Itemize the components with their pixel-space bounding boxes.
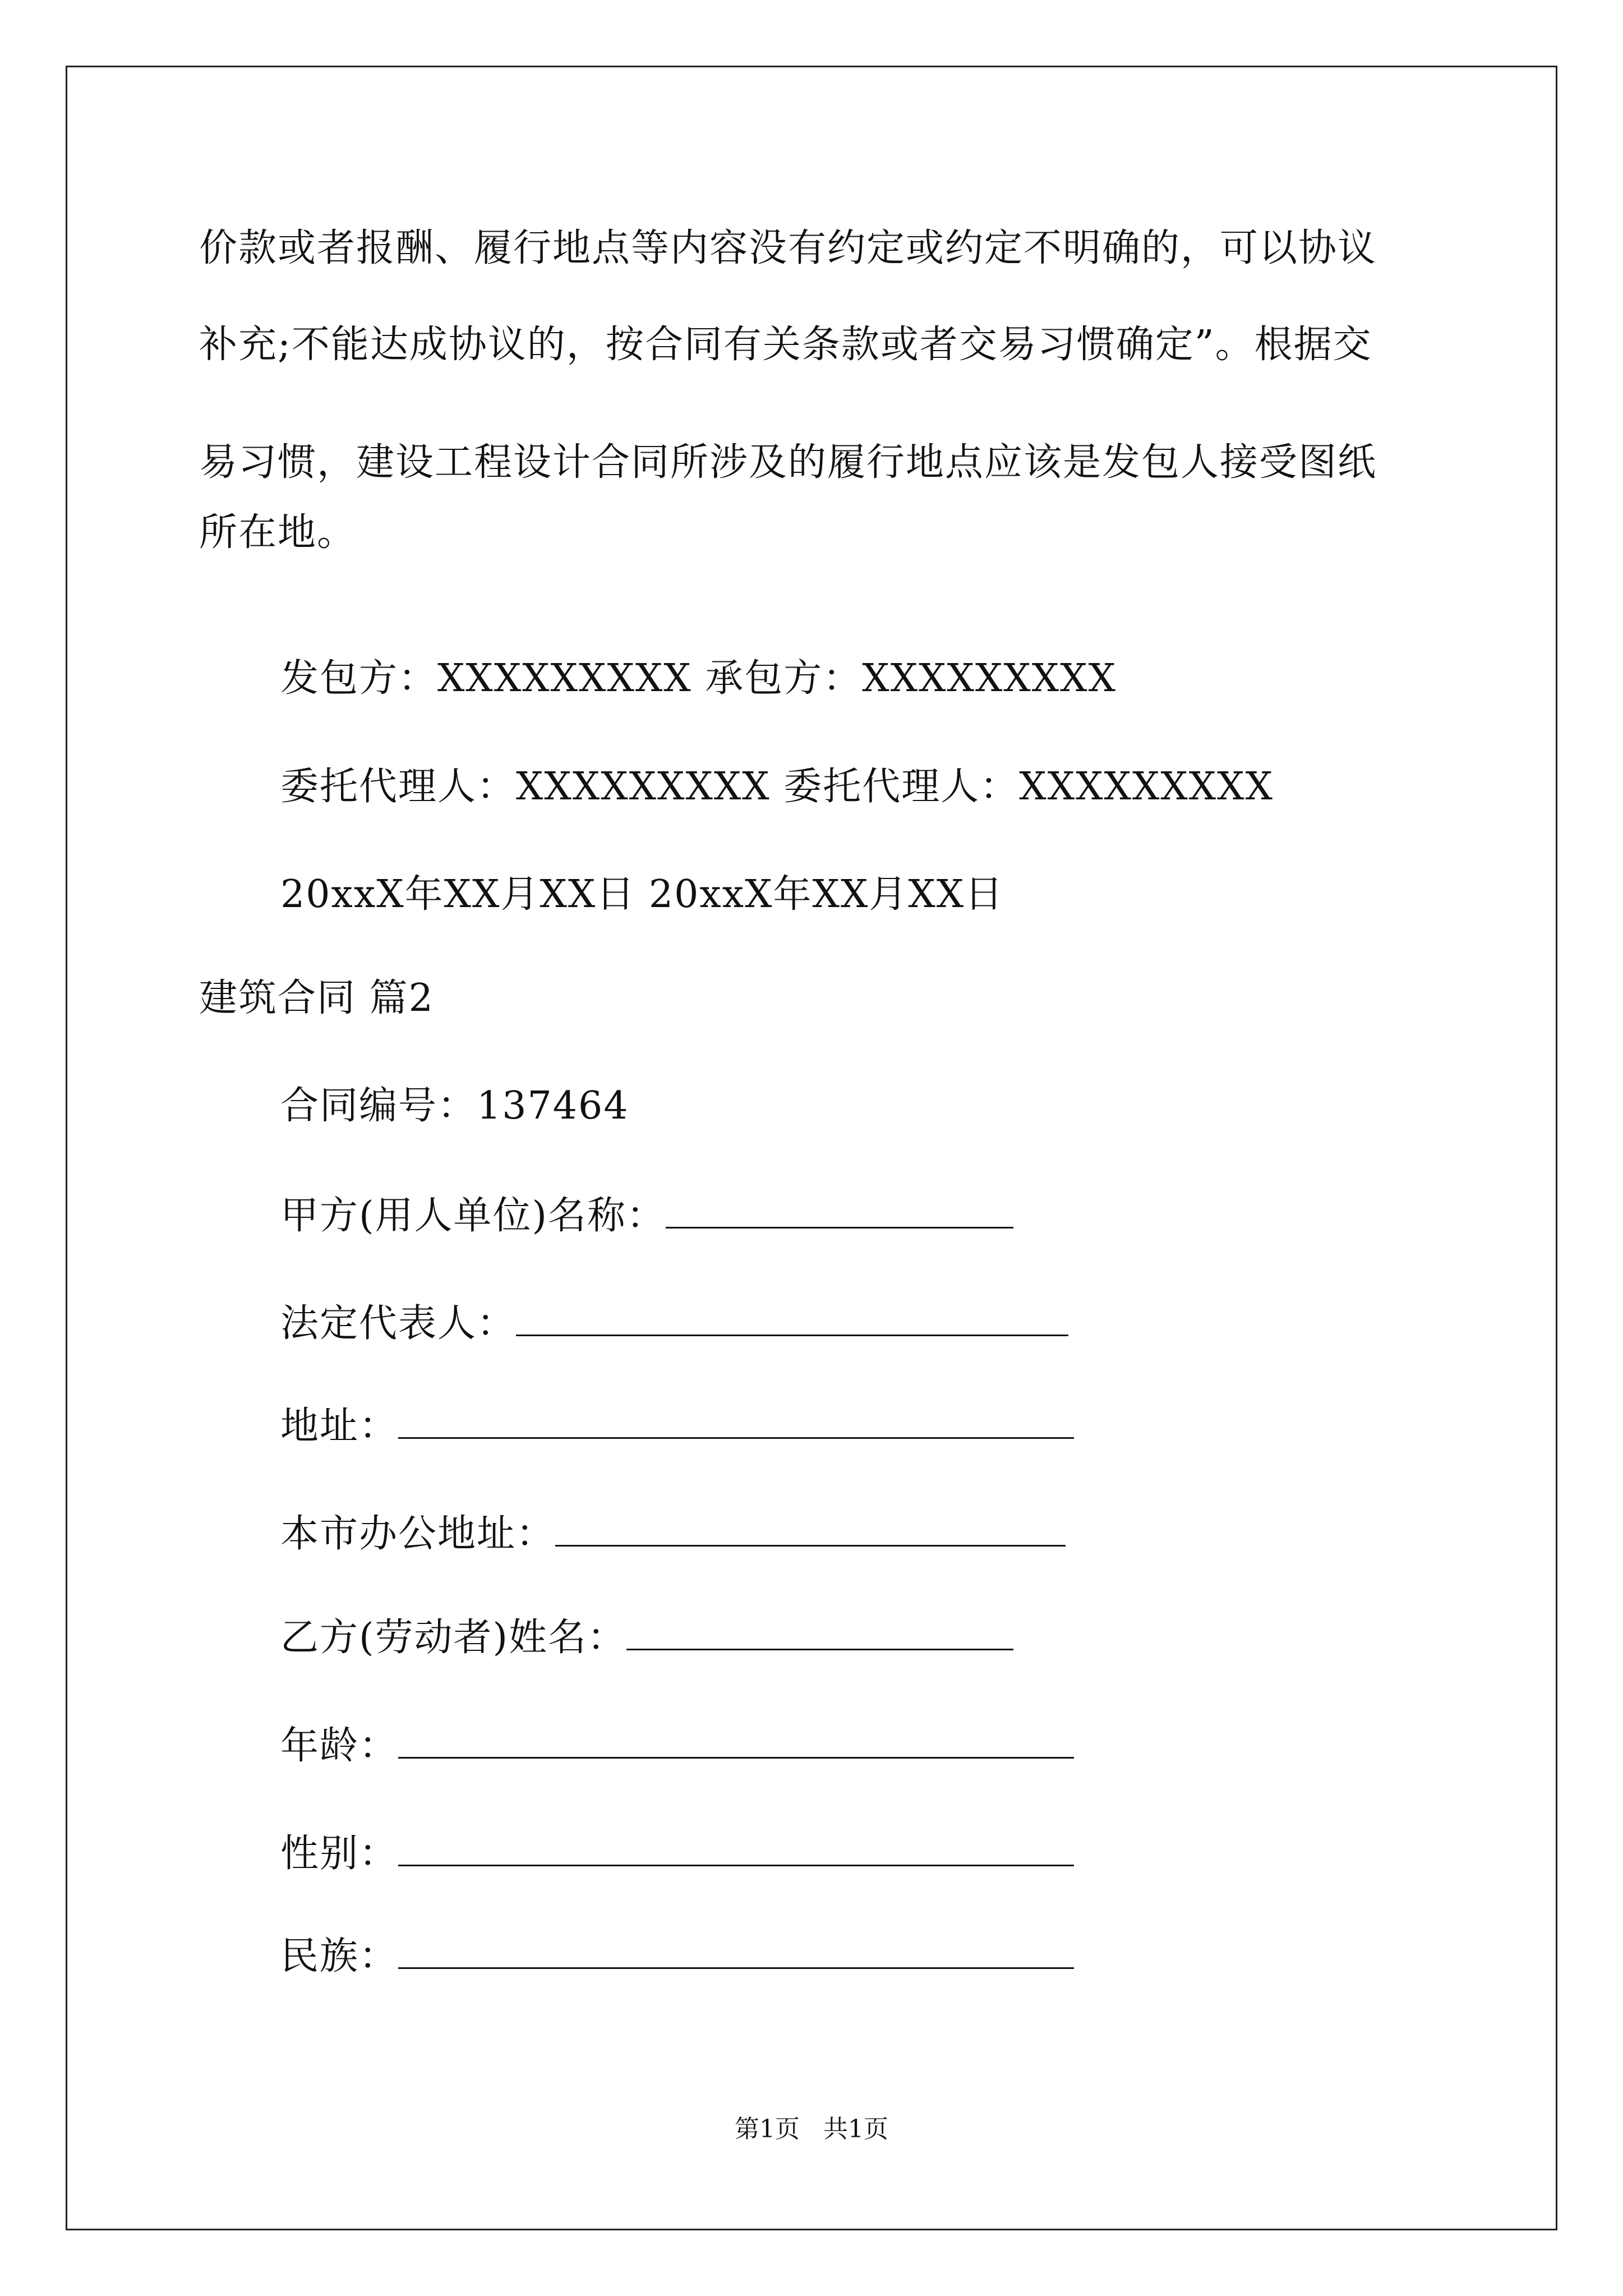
gender-blank[interactable] xyxy=(398,1830,1074,1866)
page-footer: 第1页 共1页 xyxy=(735,2115,888,2143)
field-local-office-address xyxy=(280,1510,1066,1557)
paragraph-line-1: 价款或者报酬、履行地点等内容没有约定或约定不明确的，可以协议 xyxy=(199,226,1377,270)
field-employer-name xyxy=(280,1192,1013,1239)
dates-line: 20xxX年XX月XX日 20xxX年XX月XX日 xyxy=(280,872,1004,917)
employee-name-blank[interactable] xyxy=(626,1614,1013,1650)
field-address xyxy=(280,1402,1074,1449)
field-label: 性别： xyxy=(280,1832,399,1876)
field-ethnicity xyxy=(280,1932,1074,1979)
field-label: 年龄： xyxy=(280,1724,399,1768)
paragraph-line-3: 易习惯，建设工程设计合同所涉及的履行地点应该是发包人接受图纸 xyxy=(199,440,1377,485)
local-office-address-blank[interactable] xyxy=(555,1510,1066,1547)
section-title: 建筑合同 篇2 xyxy=(199,976,434,1020)
paragraph-line-2: 补充;不能达成协议的，按合同有关条款或者交易习惯确定”。根据交 xyxy=(199,323,1372,367)
address-blank[interactable] xyxy=(398,1402,1074,1439)
legal-representative-blank[interactable] xyxy=(516,1300,1068,1336)
field-label: 甲方(用人单位)名称： xyxy=(280,1194,666,1238)
employer-name-blank[interactable] xyxy=(666,1192,1013,1228)
age-blank[interactable] xyxy=(398,1722,1074,1759)
ethnicity-blank[interactable] xyxy=(398,1932,1074,1969)
paragraph-line-4: 所在地。 xyxy=(199,510,357,555)
field-label: 本市办公地址： xyxy=(280,1512,556,1556)
field-gender xyxy=(280,1830,1074,1876)
agents-line: 委托代理人：XXXXXXXXX 委托代理人：XXXXXXXXX xyxy=(280,765,1274,809)
field-label: 乙方(劳动者)姓名： xyxy=(280,1616,627,1660)
field-label: 地址： xyxy=(280,1404,399,1448)
field-label: 民族： xyxy=(280,1934,399,1978)
field-employee-name xyxy=(280,1614,1013,1660)
contract-number: 合同编号：137464 xyxy=(280,1084,629,1128)
page-border xyxy=(66,66,1557,2230)
parties-line: 发包方：XXXXXXXXX 承包方：XXXXXXXXX xyxy=(280,656,1117,701)
field-legal-representative xyxy=(280,1300,1068,1346)
field-label: 法定代表人： xyxy=(280,1301,517,1346)
field-age xyxy=(280,1722,1074,1769)
